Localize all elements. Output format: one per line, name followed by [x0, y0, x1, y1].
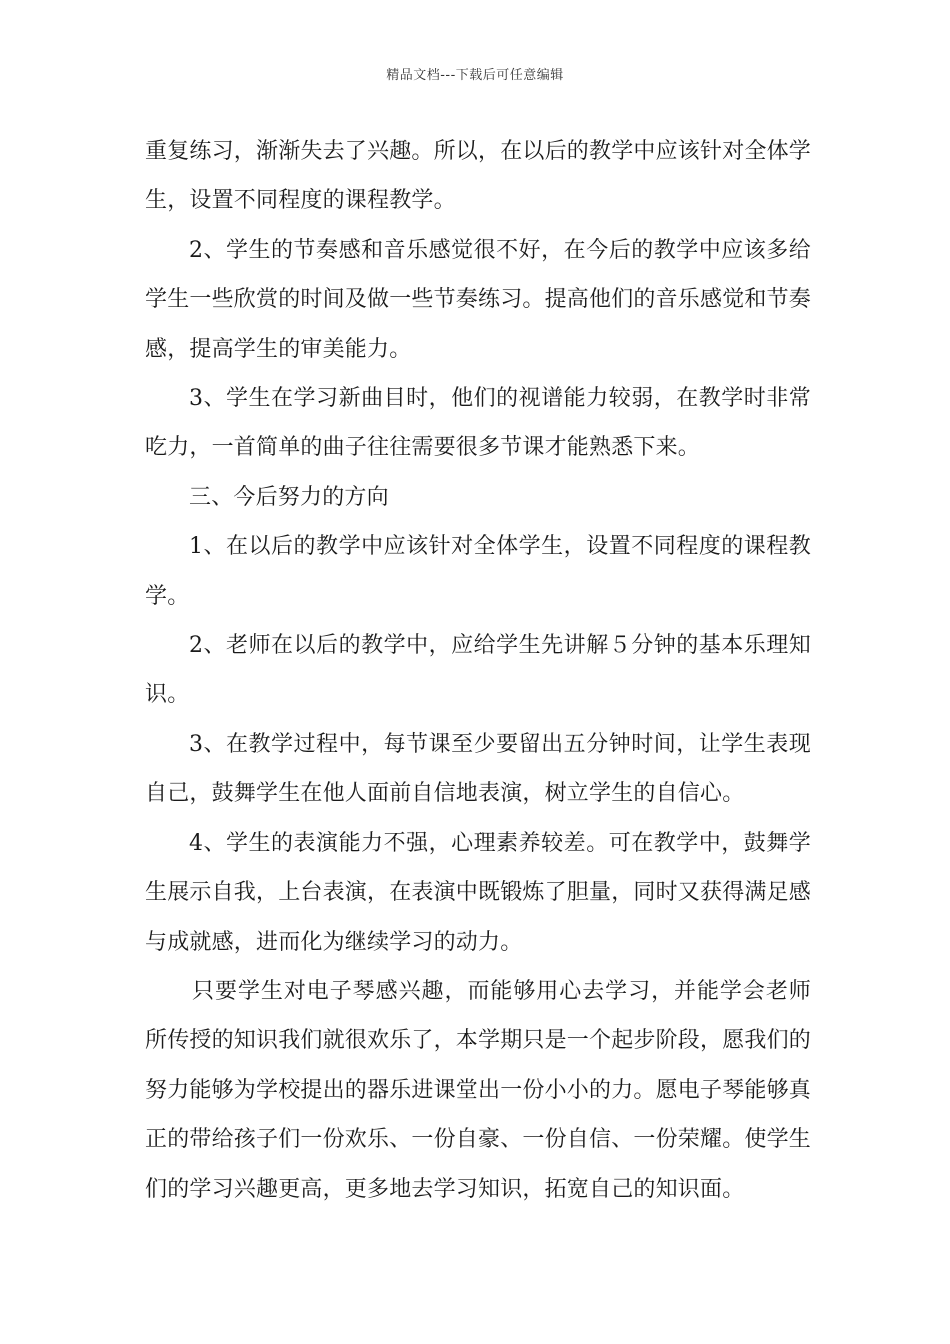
paragraph-direction-1: 1、在以后的教学中应该针对全体学生，设置不同程度的课程教学。	[145, 534, 811, 609]
page-header: 精品文档---下载后可任意编辑	[386, 68, 564, 83]
paragraph-direction-3: 3、在教学过程中，每节课至少要留出五分钟时间，让学生表现自己，鼓舞学生在他人面前自信地表演，树立学生的自信心。	[145, 731, 811, 807]
document-body	[145, 127, 811, 1214]
paragraph-conclusion: 只要学生对电子琴感兴趣，而能够用心去学习，并能学会老师所传授的知识我们就很欢乐了，本学期只是一个起步阶段，愿我们的努力能够为学校提出的器乐进课堂出一份小小的力。愿电子琴能够真正的带给孩子们一份欢乐、一份自豪、一份自信、一份荣耀。使学生们的学习兴趣更高，更多地去学习知识，拓宽自己的知识面。	[145, 978, 812, 1202]
paragraph-direction-2: 2、老师在以后的教学中，应给学生先讲解５分钟的基本乐理知识。	[145, 633, 811, 708]
section-heading-future-direction: 三、今后努力的方向	[189, 484, 389, 510]
paragraph-continuation: 重复练习，渐渐失去了兴趣。所以，在以后的教学中应该针对全体学生，设置不同程度的课程教学。	[145, 139, 812, 214]
paragraph-direction-4: 4、学生的表演能力不强，心理素养较差。可在教学中，鼓舞学生展示自我，上台表演，在表演中既锻炼了胆量，同时又获得满足感与成就感，进而化为继续学习的动力。	[145, 830, 812, 955]
paragraph-problem-2: 2、学生的节奏感和音乐感觉很不好，在今后的教学中应该多给学生一些欣赏的时间及做一些节奏练习。提高他们的音乐感觉和节奏感，提高学生的审美能力。	[145, 237, 812, 362]
paragraph-problem-3: 3、学生在学习新曲目时，他们的视谱能力较弱，在教学时非常吃力，一首简单的曲子往往需要很多节课才能熟悉下来。	[145, 386, 811, 461]
